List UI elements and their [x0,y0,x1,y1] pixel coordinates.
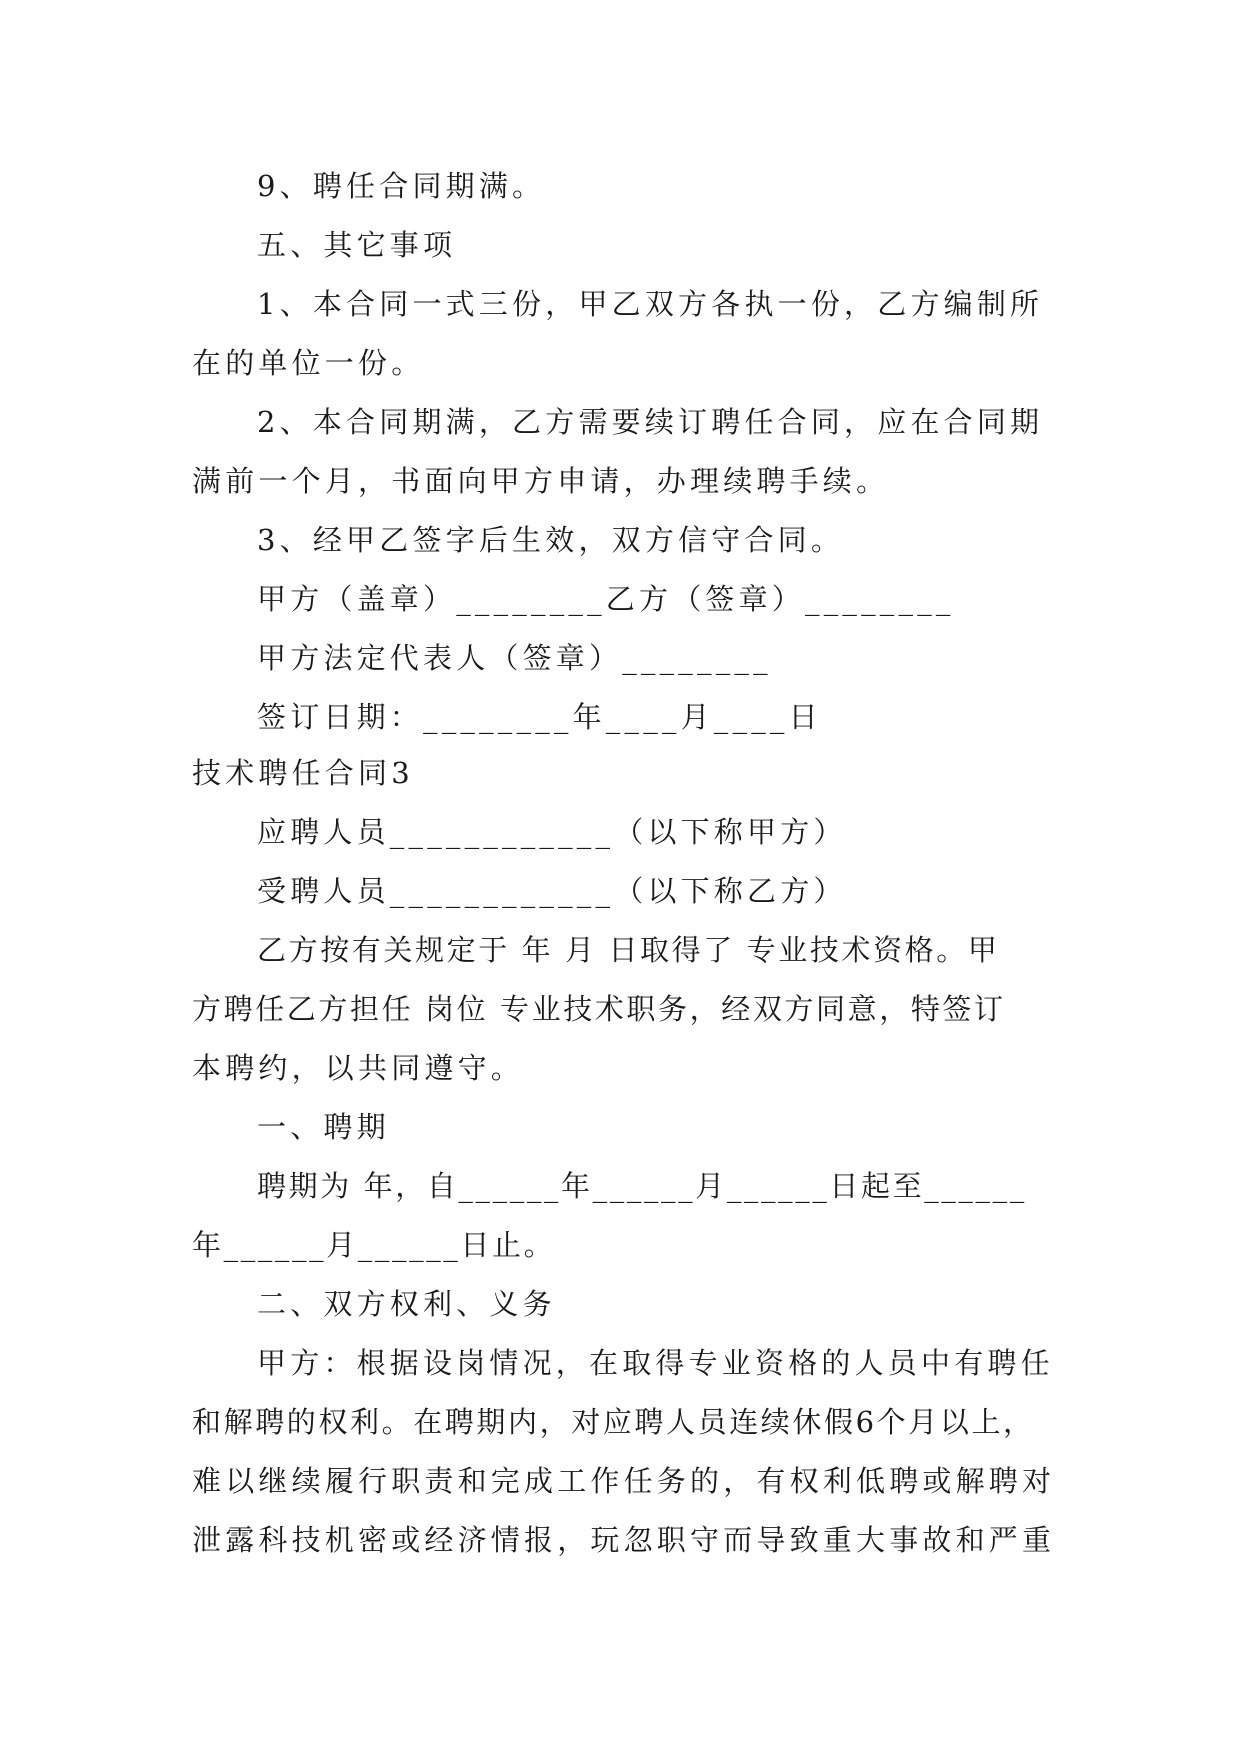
party-line: 应聘人员____________（以下称甲方） [257,815,847,849]
text-line: 9、聘任合同期满。 [257,169,546,203]
text-line: 1、本合同一式三份，甲乙双方各执一份，乙方编制所 [257,287,1044,321]
text-line: 泄露科技机密或经济情报，玩忽职守而导致重大事故和严重 [192,1523,1056,1557]
section-heading: 二、双方权利、义务 [257,1287,556,1321]
section-heading: 一、聘期 [257,1110,390,1144]
signature-line: 甲方（盖章）________乙方（签章）________ [257,582,955,616]
text-line: 和解聘的权利。在聘期内，对应聘人员连续休假6个月以上， [192,1405,1035,1439]
section-heading: 五、其它事项 [257,228,457,262]
text-line: 聘期为 年，自______年______月______日起至______ [257,1169,1027,1203]
text-line: 满前一个月，书面向甲方申请，办理续聘手续。 [192,464,890,498]
text-line: 3、经甲乙签字后生效，双方信守合同。 [257,523,845,557]
text-line: 难以继续履行职责和完成工作任务的，有权利低聘或解聘对 [192,1464,1056,1498]
date-line: 签订日期：________年____月____日 [257,700,822,734]
document-title: 技术聘任合同3 [192,756,414,790]
party-line: 受聘人员____________（以下称乙方） [257,874,847,908]
text-line: 年______月______日止。 [192,1228,556,1262]
signature-line: 甲方法定代表人（签章）________ [257,641,772,675]
text-line: 乙方按有关规定于 年 月 日取得了 专业技术资格。甲 [257,933,1000,967]
text-line: 2、本合同期满，乙方需要续订聘任合同，应在合同期 [257,405,1044,439]
text-line: 本聘约，以共同遵守。 [192,1051,525,1085]
text-line: 方聘任乙方担任 岗位 专业技术职务，经双方同意，特签订 [192,992,1006,1026]
text-line: 甲方：根据设岗情况，在取得专业资格的人员中有聘任 [257,1346,1054,1380]
text-line: 在的单位一份。 [192,346,425,380]
